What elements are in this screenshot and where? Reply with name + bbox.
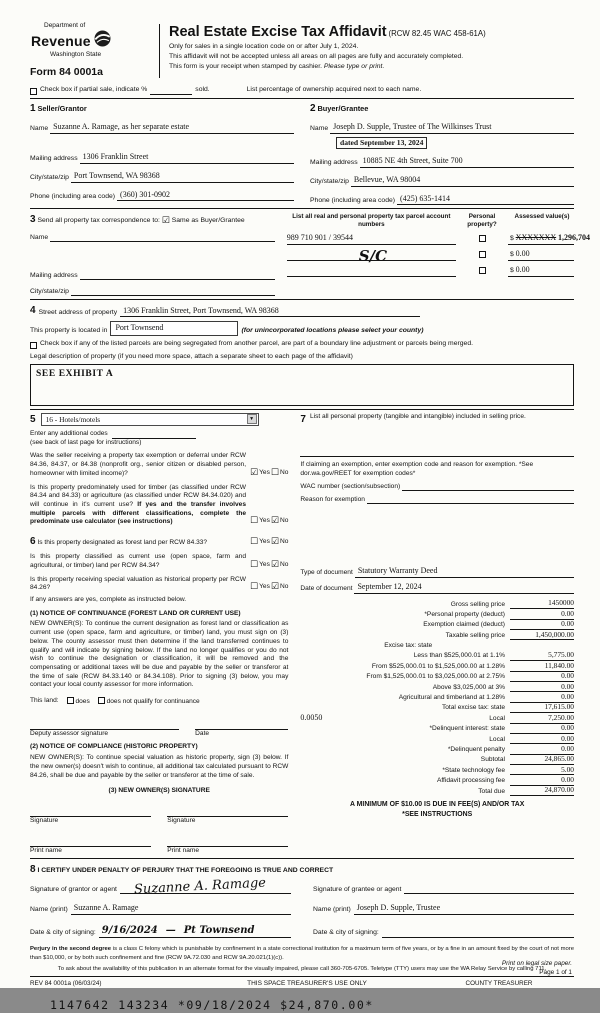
total-state-tax-value[interactable]: 17,615.00 (510, 702, 574, 713)
same-as-buyer-label: Same as Buyer/Grantee (171, 217, 245, 225)
tier1-value[interactable]: 5,775.00 (510, 650, 574, 661)
exemption-claimed-value[interactable]: 0.00 (510, 619, 574, 630)
section-2-number: 2 (310, 103, 316, 115)
grantee-date-city-field[interactable] (382, 929, 574, 938)
segregated-parcel-label: Check box if any of the listed parcels are being segregated from another parcel, are part of a boundary line adjustment or parcels being merged. (40, 340, 473, 348)
header-note-2: This affidavit will not be accepted unless all areas on all pages are fully and accurately completed. (169, 52, 464, 60)
tier2-value[interactable]: 11,840.00 (510, 661, 574, 672)
rev-form-number: REV 84 0001a (06/03/24) (30, 980, 102, 988)
parcel-table (286, 213, 591, 296)
grantee-date-city-label: Date & city of signing: (313, 929, 379, 937)
exemption-block (300, 456, 574, 504)
seller-name-label: Name (30, 125, 49, 133)
affidavit-processing-fee-row: Affidavit processing fee 0.00 (436, 775, 574, 785)
legal-paper-note: Print on legal size paper. (501, 959, 572, 967)
q2-yes-checkbox[interactable]: ☐ (250, 516, 259, 527)
delinquent-interest-local-row: Local 0.00 (489, 733, 574, 743)
grantee-print-name-field[interactable]: Joseph D. Supple, Trustee (354, 903, 574, 915)
parcel-row-2 (287, 249, 574, 261)
legal-description-label: Legal description of property (if you need more space, attach a separate sheet to each page of the affidavit) (30, 353, 353, 360)
grantor-print-name-field[interactable]: Suzanne A. Ramage (71, 903, 291, 915)
timber-agriculture-question: Is this property predominately used for timber (as classified under RCW 84.34 and 84.33) or agriculture (as classified under RCW 84.34.020) and will continue in it's current use? If yes and the transfer involves multiple parcels with different classifications, complete the predominate use calculator (see instructions) ☐ Yes ☑ No (30, 483, 289, 527)
partial-sale-checkbox[interactable] (30, 88, 37, 95)
new-owner-print-name-field-1[interactable] (30, 838, 151, 847)
current-use-yes-checkbox[interactable]: ☐ (250, 559, 259, 570)
partial-sold-label: sold. (195, 86, 210, 94)
state-technology-fee-row: *State technology fee 5.00 (442, 764, 574, 774)
grantee-print-name-label: Name (print) (313, 906, 351, 914)
forest-no-checkbox[interactable]: ☑ (270, 537, 279, 548)
seller-grantor-section (30, 102, 294, 205)
subtotal-value[interactable]: 24,865.00 (510, 754, 574, 765)
partial-sale-label: Check box if partial sale, indicate % (40, 86, 148, 94)
tier2-row: From $525,000.01 to $1,525,000.00 at 1.28% 11,840.00 (371, 660, 574, 670)
segregated-parcel-checkbox[interactable] (30, 342, 37, 349)
gross-selling-price-row: Gross selling price 1450000 (450, 598, 574, 608)
grantee-signature-field[interactable] (404, 885, 574, 894)
struck-assessed-value: XXXXXXX (515, 233, 557, 243)
wac-number-label: WAC number (section/subsection) (300, 482, 401, 490)
delinquent-interest-local-value[interactable]: 0.00 (510, 734, 574, 745)
historic-property-question: Is this property receiving special valuation as historical property per RCW 84.26? ☐ Yes ☑ No (30, 575, 289, 593)
parcel-row-1 (286, 233, 591, 245)
parcel-row-3 (287, 265, 574, 277)
notice-continuance-body: NEW OWNER(S): To continue the current designation as forest land or classification as current use (open space, farm and agriculture, or timber) land, you must sign on (3) below. The county assessor must then determine if the land transferred continues to qualify and will indicate by signing below. If the land no longer qualifies or you do not wish to continue the designation or classification, it will be removed and the compensating or additional taxes will be due and payable by the seller or transferor at the time of sale (RCW 84.33.140 or 84.34.108). Prior to signing (3) below, you may contact your local county assessor for more information. (30, 620, 289, 689)
delinquent-penalty-value[interactable]: 0.00 (510, 744, 574, 755)
located-in-label: This property is located in (30, 327, 108, 335)
gross-selling-price-value[interactable]: 1450000 (510, 598, 574, 609)
grantor-signature-value: Suzanne A. Ramage (133, 875, 267, 897)
section-divider (30, 858, 574, 859)
partial-sale-row (30, 86, 574, 95)
buyer-city-label: City/state/zip (310, 177, 349, 185)
seller-city-field[interactable]: Port Townsend, WA 98368 (71, 171, 294, 183)
does-not-qualify-checkbox[interactable] (98, 697, 105, 704)
agricultural-value[interactable]: 0.00 (510, 692, 574, 703)
tier4-value[interactable]: 0.00 (510, 682, 574, 693)
form-header (30, 22, 574, 79)
parcel-number-field[interactable]: 989 710 901 / 39544 (287, 233, 456, 245)
delinquent-interest-state-value[interactable]: 0.00 (510, 723, 574, 734)
legal-description-box[interactable] (30, 364, 574, 406)
personal-property-deduct-row: *Personal property (deduct) 0.00 (424, 608, 574, 618)
grantor-signature-label: Signature of grantor or agent (30, 885, 117, 893)
additional-codes-note: (see back of last page for instructions) (30, 438, 142, 446)
grantor-date-city-field[interactable]: 9/16/2024 — Pt Townsend (99, 924, 291, 938)
tier3-value[interactable]: 0.00 (510, 671, 574, 682)
certify-statement: I CERTIFY UNDER PENALTY OF PERJURY THAT THE FOREGOING IS TRUE AND CORRECT (37, 867, 334, 875)
affidavit-processing-fee-value[interactable]: 0.00 (510, 775, 574, 786)
ownership-percentage-note: List percentage of ownership acquired next to each name. (246, 86, 422, 94)
assessed-value-field-2[interactable]: $ 0.00 (508, 249, 574, 261)
exemption-claimed-row: Exemption claimed (deduct) 0.00 (423, 619, 574, 629)
tier1-row: Less than $525,000.01 at 1.1% 5,775.00 (413, 650, 574, 660)
unincorporated-note: (for unincorporated locations please select your county) (241, 327, 424, 335)
grantee-signature-label: Signature of grantee or agent (313, 885, 402, 893)
treasurer-space-label: THIS SPACE TREASURER'S USE ONLY (247, 980, 367, 988)
dor-logo-block (30, 22, 150, 79)
form-number: Form 84 0001a (30, 65, 103, 78)
assessed-value-field-3[interactable]: $ 0.00 (508, 265, 574, 277)
footer-divider (30, 976, 574, 977)
parcel-number-field-3[interactable] (287, 267, 456, 277)
personal-property-header: Personal property? (467, 213, 497, 229)
signature-label: Signature (30, 817, 59, 824)
new-owner-print-name-field-2[interactable] (167, 838, 288, 847)
taxable-selling-price-row: Taxable selling price 1,450,000.00 (445, 629, 574, 639)
correspondence-city-label: City/state/zip (30, 287, 69, 295)
property-use-select[interactable]: 16 - Hotels/motels ▼ (41, 413, 259, 426)
grantor-print-name-label: Name (print) (30, 906, 68, 914)
personal-property-intro: List all personal property (tangible and intangible) included in selling price. (309, 412, 526, 420)
land-designation-section (30, 535, 288, 855)
perjury-notice: Perjury in the second degree is a class C felony which is punishable by confinement in a state correctional institution for a maximum term of five years, or by a fine in an amount fixed by the court of not more than $10,000, or by both such confinement and fine (RCW 9A.72.030 and RCW 9A.20.021(1)(c)). (30, 946, 575, 961)
wac-number-field[interactable] (402, 482, 574, 491)
trust-dated-note: dated September 13, 2024 (336, 137, 427, 149)
taxable-selling-price-value[interactable]: 1,450,000.00 (510, 630, 574, 641)
agricultural-row: Agricultural and timberland at 1.28% 0.00 (398, 691, 574, 702)
buyer-mailing-label: Mailing address (310, 158, 358, 166)
additional-codes-label: Enter any additional codes (30, 430, 108, 438)
notice-compliance-body: NEW OWNER(S): To continue special valuation as historic property, sign (3) below. If the new owner(s) doesn't wish to continue, all additional tax calculated pursuant to RCW 84.26, shall be due and payable by the seller or transferor at the time of sale. (30, 754, 289, 779)
send-correspondence-label: Send all property tax correspondence to: (37, 217, 160, 225)
new-owners-signature-title: (3) NEW OWNER(S) SIGNATURE (108, 787, 210, 795)
grantor-signature-field[interactable] (120, 875, 291, 897)
excise-tax-state-header: Excise tax: state (384, 642, 433, 650)
reason-exemption-field[interactable] (367, 495, 574, 504)
street-address-label: Street address of property (38, 308, 118, 316)
washington-state-label: Washington State (50, 51, 102, 59)
subtotal-row: Subtotal 24,865.00 (480, 754, 574, 764)
parcel-numbers-header: List all real and personal property tax parcel account numbers (292, 213, 451, 229)
section-divider (30, 98, 574, 99)
property-use-section (30, 413, 288, 527)
correspondence-mailing-label: Mailing address (30, 271, 78, 279)
correspondence-name-field[interactable] (50, 233, 275, 242)
correspondence-mailing-field[interactable] (80, 271, 275, 280)
seller-name-field[interactable]: Suzanne A. Ramage, as her separate estate (50, 122, 294, 134)
local-rate-value[interactable]: 0.0050 (300, 712, 323, 722)
delinquent-interest-state-row: *Delinquent interest: state 0.00 (429, 723, 574, 733)
assessed-value-field-1[interactable]: $ XXXXXXX 1,296,704 (508, 233, 574, 245)
deputy-date-label: Date (195, 729, 210, 737)
new-owner-signature-field-1[interactable] (30, 808, 151, 817)
partial-percent-field[interactable] (150, 87, 192, 95)
footer-right-block (502, 959, 572, 978)
buyer-grantee-section (310, 102, 574, 205)
historic-no-checkbox[interactable]: ☑ (270, 582, 279, 593)
section-divider (30, 208, 574, 209)
seller-phone-field[interactable]: (360) 301-0902 (117, 190, 294, 202)
deputy-assessor-signature-field[interactable] (30, 721, 179, 730)
header-divider (159, 24, 160, 78)
section-5-number: 5 (30, 413, 36, 425)
section-7-number: 7 (300, 413, 306, 425)
type-of-document-label: Type of document (300, 569, 353, 577)
signature-label: Signature (167, 817, 196, 824)
see-instructions-note: *SEE INSTRUCTIONS (402, 811, 473, 819)
state-technology-fee-value[interactable]: 5.00 (510, 765, 574, 776)
grantor-city-value: Pt Townsend (183, 925, 255, 937)
seller-city-label: City/state/zip (30, 173, 69, 181)
local-tax-row: 0.0050 Local 7,250.00 (300, 712, 574, 722)
local-tax-value[interactable]: 7,250.00 (510, 713, 574, 724)
seller-phone-label: Phone (including area code) (30, 192, 116, 200)
section-divider (30, 299, 574, 300)
parties-section (30, 102, 574, 205)
does-qualify-checkbox[interactable] (67, 697, 74, 704)
header-note-3: This form is your receipt when stamped by cashier. Please type or print. (169, 62, 385, 70)
excise-tax-table (300, 599, 574, 796)
forest-land-question: 6 Is this property designated as forest land per RCW 84.33? ☐ Yes ☑ No (30, 536, 289, 548)
q1-no-checkbox[interactable]: ☐ (270, 467, 279, 478)
page-indicator: Page 1 of 1 (539, 969, 572, 977)
page-title: Real Estate Excise Tax Affidavit (169, 24, 387, 40)
current-use-no-checkbox[interactable]: ☑ (270, 559, 279, 570)
section-divider (30, 409, 574, 410)
seller-grantor-title: Seller/Grantor (37, 104, 87, 114)
correspondence-city-field[interactable] (71, 287, 275, 296)
buyer-mailing-field[interactable]: 10885 NE 4th Street, Suite 700 (360, 156, 574, 168)
buyer-name-label: Name (310, 125, 329, 133)
q2-no-checkbox[interactable]: ☑ (270, 516, 279, 527)
buyer-phone-label: Phone (including area code) (310, 196, 396, 204)
notice-continuance-title: (1) NOTICE OF CONTINUANCE (FOREST LAND OR CURRENT USE) (30, 609, 241, 617)
print-name-label: Print name (30, 846, 62, 854)
footer-row (30, 980, 574, 988)
revenue-wordmark: Revenue (31, 32, 91, 49)
sc-handwritten-note: S/C (358, 247, 388, 266)
seller-mailing-label: Mailing address (30, 155, 78, 162)
total-state-tax-row: Total excise tax: state 17,615.00 (441, 702, 574, 712)
county-treasurer-label: COUNTY TREASURER (465, 980, 533, 988)
assessed-value-header: Assessed value(s) (514, 213, 570, 221)
exemption-deferral-question: Was the seller receiving a property tax exemption or deferral under RCW 84.36, 84.37, or 84.38 (nonprofit org., senior citizen or disabled person, homeowner with limited income)? ☑ Yes ☐ No (30, 452, 289, 478)
grantor-date-value: 9/16/2024 (101, 925, 158, 937)
section-6-number: 6 (30, 536, 36, 548)
grantor-date-city-label: Date & city of signing: (30, 929, 96, 937)
tier4-row: Above $3,025,000 at 3% 0.00 (432, 681, 574, 691)
personal-property-checkbox-2[interactable] (479, 251, 486, 258)
location-select[interactable]: Port Townsend (110, 321, 238, 336)
section-1-number: 1 (30, 103, 36, 115)
header-note-1: Only for sales in a single location code on or after July 1, 2024. (169, 42, 359, 50)
corrected-assessed-value: 1,296,704 (558, 233, 591, 243)
deputy-date-field[interactable] (195, 721, 288, 730)
new-owner-signature-field-2[interactable] (167, 808, 288, 817)
total-due-row: Total due 24,870.00 (478, 785, 574, 795)
property-address-section (30, 304, 574, 405)
buyer-name-field[interactable]: Joseph D. Supple, Trustee of The Wilkinses Trust (330, 122, 574, 134)
title-rcw-reference: (RCW 82.45 WAC 458-61A) (388, 29, 486, 38)
if-yes-instruction: If any answers are yes, complete as instructed below. (30, 596, 187, 604)
type-of-document-field[interactable]: Statutory Warranty Deed (355, 566, 574, 578)
street-address-field[interactable]: 1306 Franklin Street, Port Townsend, WA 98368 (120, 306, 420, 318)
additional-codes-field[interactable] (112, 431, 196, 439)
date-of-document-label: Date of document (300, 585, 353, 593)
personal-property-checkbox-1[interactable] (479, 235, 486, 242)
legal-description-value: SEE EXHIBIT A (36, 368, 114, 379)
seller-mailing-field[interactable]: 1306 Franklin Street (80, 152, 294, 164)
forest-yes-checkbox[interactable]: ☐ (250, 537, 259, 548)
section-8-number: 8 (30, 864, 36, 876)
delinquent-penalty-row: *Delinquent penalty 0.00 (447, 743, 574, 753)
current-use-question: Is this property classified as current use (open space, farm and agricultural, or timber) land per RCW 84.34? ☐ Yes ☑ No (30, 553, 289, 570)
certification-section (30, 863, 574, 938)
minimum-fee-note: A MINIMUM OF $10.00 IS DUE IN FEE(S) AND/OR TAX (350, 801, 525, 809)
buyer-phone-field[interactable]: (425) 635-1414 (397, 194, 574, 206)
q1-yes-checkbox[interactable]: ☑ (250, 467, 259, 478)
selling-price-section (300, 413, 574, 856)
dropdown-arrow-icon[interactable]: ▼ (247, 414, 257, 424)
print-name-label: Print name (167, 846, 200, 854)
buyer-grantee-title: Buyer/Grantee (317, 104, 369, 114)
exemption-note: If claiming an exemption, enter exemption code and reason for exemption. *See dor.wa.gov/REET for exemption codes* (300, 461, 534, 477)
treasurer-stamp: 1147642 143234 *09/18/2024 $24,870.00* (50, 998, 374, 1013)
personal-property-deduct-value[interactable]: 0.00 (510, 609, 574, 620)
total-due-value[interactable]: 24,870.00 (510, 785, 574, 796)
correspondence-name-label: Name (30, 233, 49, 241)
section-3-number: 3 (30, 214, 36, 226)
personal-property-checkbox-3[interactable] (479, 267, 486, 274)
same-as-buyer-checkbox[interactable]: ☑ (161, 216, 170, 227)
historic-yes-checkbox[interactable]: ☐ (250, 582, 259, 593)
date-of-document-field[interactable]: September 12, 2024 (354, 582, 574, 594)
tier3-row: From $1,525,000.01 to $3,025,000.00 at 2.75% 0.00 (366, 671, 574, 681)
notice-compliance-title: (2) NOTICE OF COMPLIANCE (HISTORIC PROPERTY) (30, 743, 198, 751)
alternate-format-note: To ask about the availability of this publication in an alternate format for the visually impaired, please call 360-705-6705. Teletype (TTY) users may use the WA Relay Service by calling 711. (57, 965, 547, 972)
dor-logo-icon (94, 30, 111, 51)
tax-correspondence-section (30, 213, 591, 296)
buyer-city-field[interactable]: Bellevue, WA 98004 (351, 175, 574, 187)
continuance-qualification-row: This land: does does not qualify for continuance (30, 697, 200, 706)
section-4-number: 4 (30, 305, 36, 317)
deputy-assessor-label: Deputy assessor signature (30, 729, 109, 737)
reason-exemption-label: Reason for exemption (300, 495, 365, 503)
dept-of-label: Department of (44, 22, 86, 29)
